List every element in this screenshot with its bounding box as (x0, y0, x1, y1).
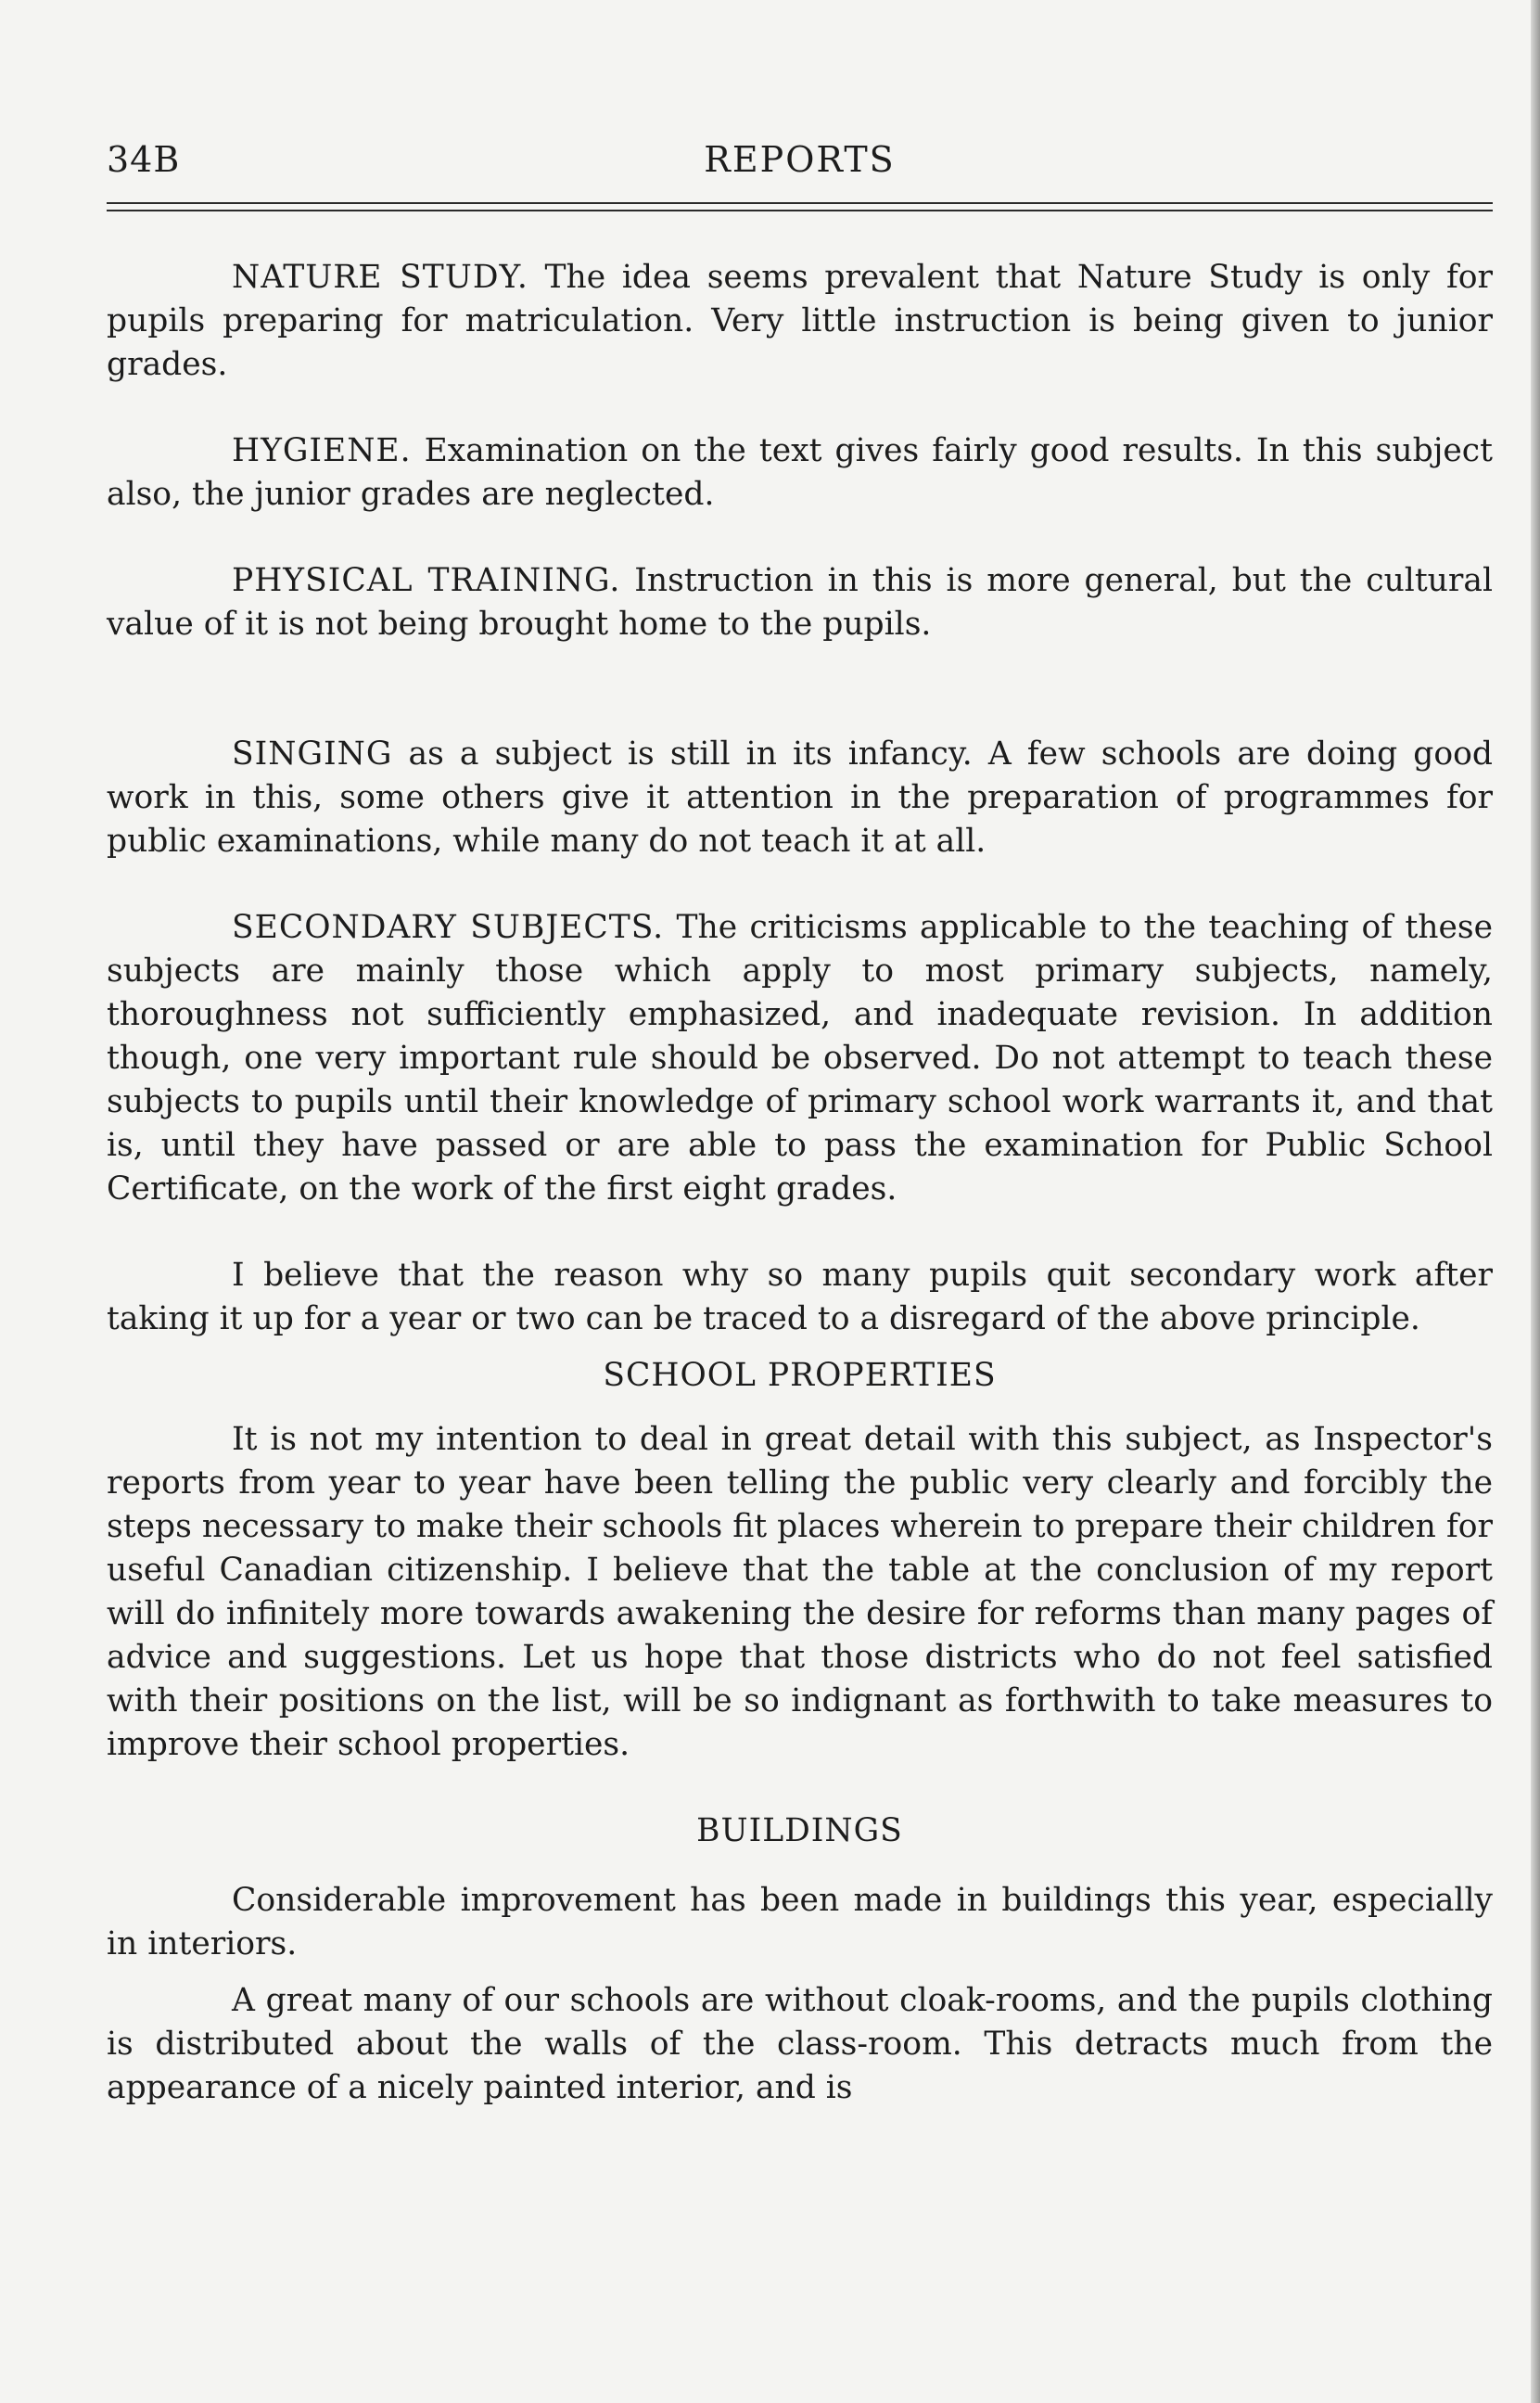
header-rule-bottom (107, 210, 1493, 211)
secondary-subjects-lead: SECONDARY SUBJECTS. (232, 909, 665, 946)
secondary-subjects-text: The criticisms applicable to the teaching of these subjects are mainly those which apply to most primary subjects, namely, thoroughness not sufficiently emphasized, and inadequate revision. In addition though, one very important rule should be observed. Do not attempt to teach these subjects to pupils until their knowledge of primary school work warrants it, and that is, until they have passed or are able to pass the examination for Public School Certificate, on the work of the first eight grades. (107, 909, 1493, 1208)
page-edge-shadow (1531, 0, 1540, 2403)
singing-lead: SINGING (232, 735, 393, 773)
paragraph-buildings-1: Considerable improvement has been made in buildings this year, especially in interiors. (107, 1882, 1493, 1962)
heading-buildings: BUILDINGS (696, 1812, 903, 1849)
paragraph-nature-study (107, 256, 1493, 387)
paragraph-hygiene (107, 429, 1493, 517)
paragraph-school-properties: It is not my intention to deal in great detail with this subject, as Inspector's reports from year to year have been telling the public very clearly and forcibly the steps necessary to make their schools fit places wherein to prepare their children for useful Canadian citizenship. I believe that the table at the conclusion of my report will do infinitely more towards awakening the desire for reforms than many pages of advice and suggestions. Let us hope that those districts who do not feel satisfied with their positions on the list, will be so indignant as forthwith to take measures to improve their school properties. (107, 1421, 1493, 1763)
paragraph-buildings-2: A great many of our schools are without cloak-rooms, and the pupils clothing is distributed about the walls of the class-room. This detracts much from the appearance of a nicely painted interior, and is (107, 1982, 1493, 2106)
running-title: REPORTS (704, 139, 896, 180)
paragraph-physical-training (107, 559, 1493, 646)
singing-text: as a subject is still in its infancy. A few schools are doing good work in this, some others give it attention in the preparation of programmes for public examinations, while many do not teach it at all. (107, 735, 1493, 860)
paragraph-secondary-subjects (107, 906, 1493, 1211)
body-text (107, 256, 1493, 2153)
hygiene-lead: HYGIENE. (232, 432, 412, 469)
page-number: 34B (107, 139, 181, 180)
header-rule-top (107, 202, 1493, 204)
nature-study-lead: NATURE STUDY. (232, 259, 528, 296)
nature-study-text: The idea seems prevalent that Nature Study is only for pupils preparing for matriculation. Very little instruction is being given to junior grades. (107, 259, 1493, 383)
paragraph-secondary-reason: I believe that the reason why so many pupils quit secondary work after taking it up for a year or two can be traced to a disregard of the above principle. (107, 1257, 1493, 1337)
physical-training-lead: PHYSICAL TRAINING. (232, 562, 621, 599)
heading-school-properties: SCHOOL PROPERTIES (603, 1357, 997, 1394)
paragraph-singing (107, 733, 1493, 863)
hygiene-text: Examination on the text gives fairly good results. In this subject also, the junior grades are neglected. (107, 432, 1493, 513)
page-header (107, 139, 1493, 185)
physical-training-text: Instruction in this is more general, but the cultural value of it is not being brought home to the pupils. (107, 562, 1493, 643)
